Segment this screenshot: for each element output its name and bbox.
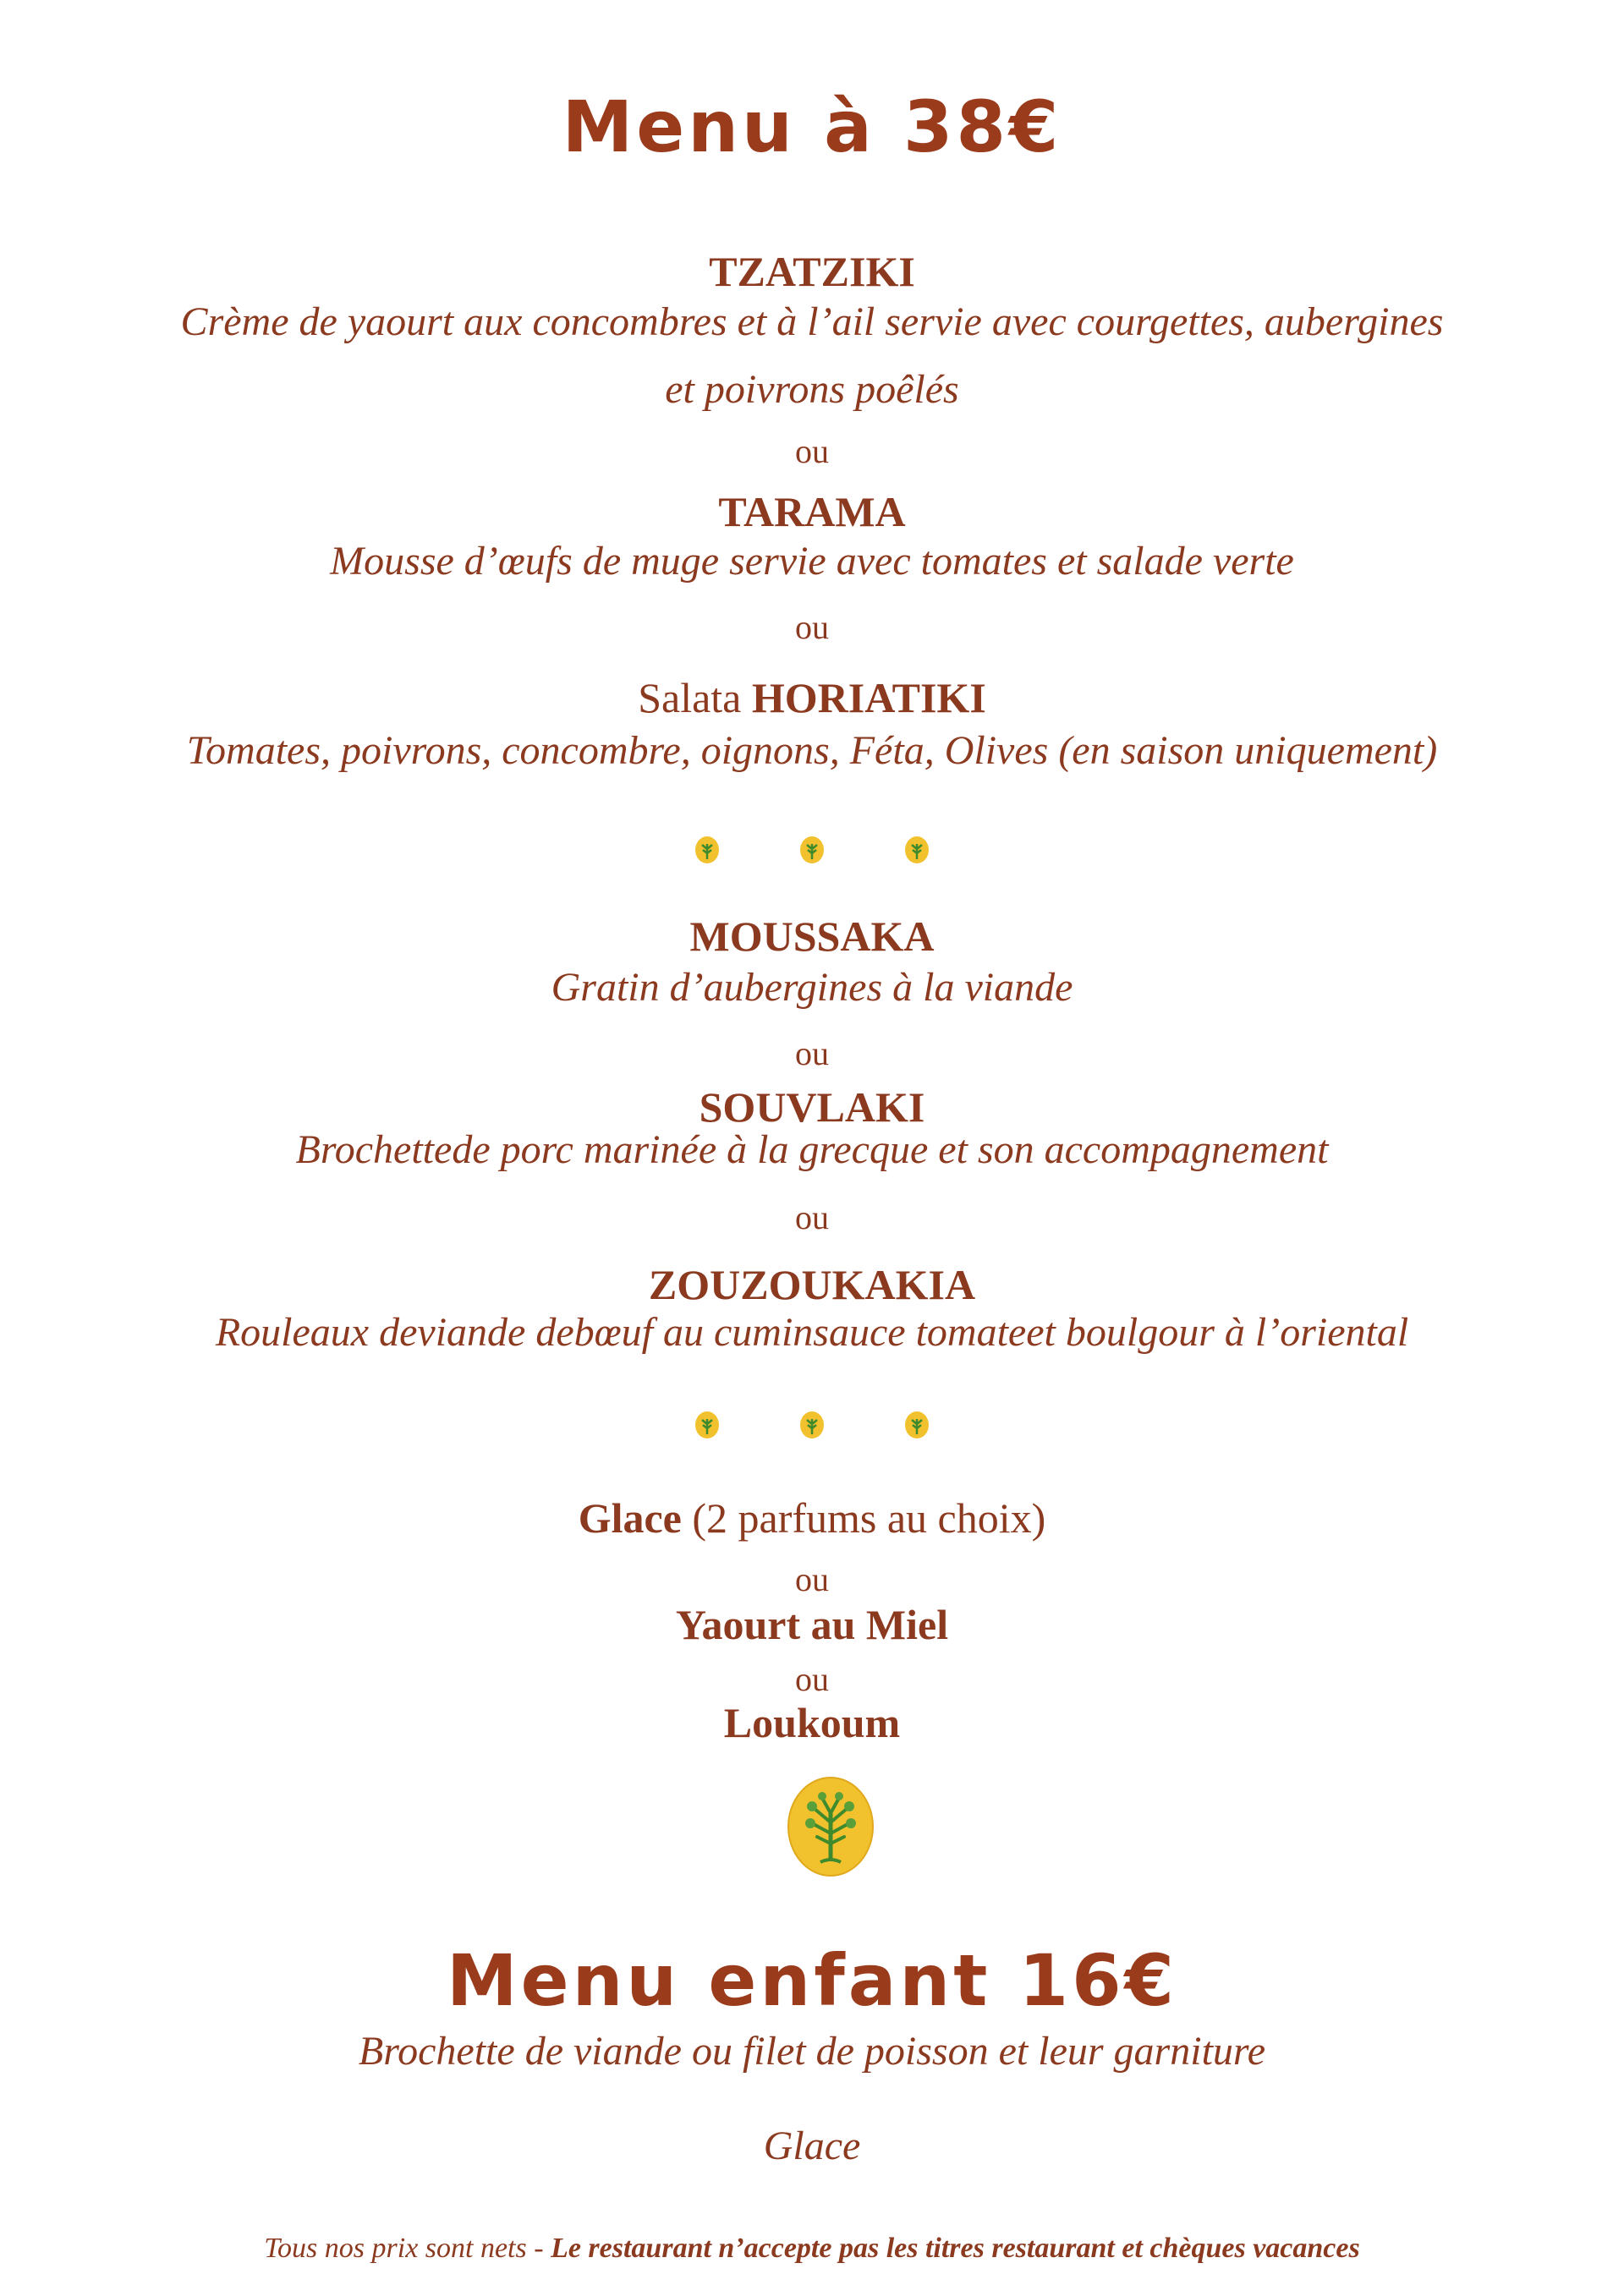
footer-notice <box>0 2234 1624 2263</box>
dish-description-tzatziki-continued: et poivrons poêlés <box>665 367 959 412</box>
dish-description-souvlaki: Brochettede porc marinée à la grecque et son accompagnement <box>295 1127 1329 1172</box>
or-separator: ou <box>795 1034 829 1072</box>
or-separator: ou <box>795 432 829 470</box>
dish-name-souvlaki: SOUVLAKI <box>699 1083 925 1131</box>
or-separator: ou <box>795 1660 829 1698</box>
olive-branch-icon <box>904 1411 930 1439</box>
dessert-glace <box>0 1494 1624 1542</box>
dessert-name: Glace <box>578 1494 682 1542</box>
kids-menu-title: Menu enfant 16€ <box>447 1939 1177 2022</box>
dessert-loukoum <box>0 1701 1624 1744</box>
or-separator: ou <box>795 1198 829 1236</box>
dish-description-horiatiki: Tomates, poivrons, concombre, oignons, Féta, Olives (en saison uniquement) <box>186 728 1438 773</box>
olive-branch-icon <box>799 1411 825 1439</box>
olive-branch-icon <box>694 1411 720 1439</box>
olive-branch-icon <box>694 836 720 864</box>
dish-description-zouzoukakia: Rouleaux deviande debœuf au cuminsauce tomateet boulgour à l’oriental <box>215 1310 1409 1355</box>
olive-branch-icon <box>904 836 930 864</box>
footer-prefix: Tous nos prix sont nets - <box>264 2233 544 2264</box>
dessert-detail: (2 parfums au choix) <box>692 1494 1046 1542</box>
menu-title: Menu à 38€ <box>562 85 1062 168</box>
dish-name-moussaka: MOUSSAKA <box>689 912 935 960</box>
dish-name-zouzoukakia: ZOUZOUKAKIA <box>648 1261 976 1308</box>
dish-description-moussaka: Gratin d’aubergines à la viande <box>551 965 1073 1010</box>
dessert-name: Yaourt au Miel <box>675 1601 949 1648</box>
dish-description-tzatziki: Crème de yaourt aux concombres et à l’ail servie avec courgettes, aubergines <box>180 299 1444 344</box>
kids-menu-main: Brochette de viande ou filet de poisson et leur garniture <box>358 2029 1266 2074</box>
footer-payment-notice: Le restaurant n’accepte pas les titres restaurant et chèques vacances <box>551 2233 1360 2264</box>
dessert-yaourt-au-miel <box>0 1603 1624 1646</box>
dish-description-tarama: Mousse d’œufs de muge servie avec tomates et salade verte <box>330 539 1294 584</box>
dish-name-prefix: Salata <box>638 674 742 721</box>
dish-name-tzatziki: TZATZIKI <box>709 248 915 295</box>
course-separator <box>0 1411 1624 1439</box>
dish-name-horiatiki <box>0 674 1624 721</box>
course-separator <box>0 836 1624 864</box>
dish-name-tarama: TARAMA <box>718 488 906 535</box>
dessert-name: Loukoum <box>723 1699 901 1746</box>
or-separator: ou <box>795 1560 829 1598</box>
dish-name-main: HORIATIKI <box>751 674 986 721</box>
olive-branch-icon <box>799 836 825 864</box>
or-separator: ou <box>795 608 829 646</box>
kids-menu-dessert: Glace <box>763 2123 861 2168</box>
olive-tree-emblem-icon <box>787 1776 875 1877</box>
